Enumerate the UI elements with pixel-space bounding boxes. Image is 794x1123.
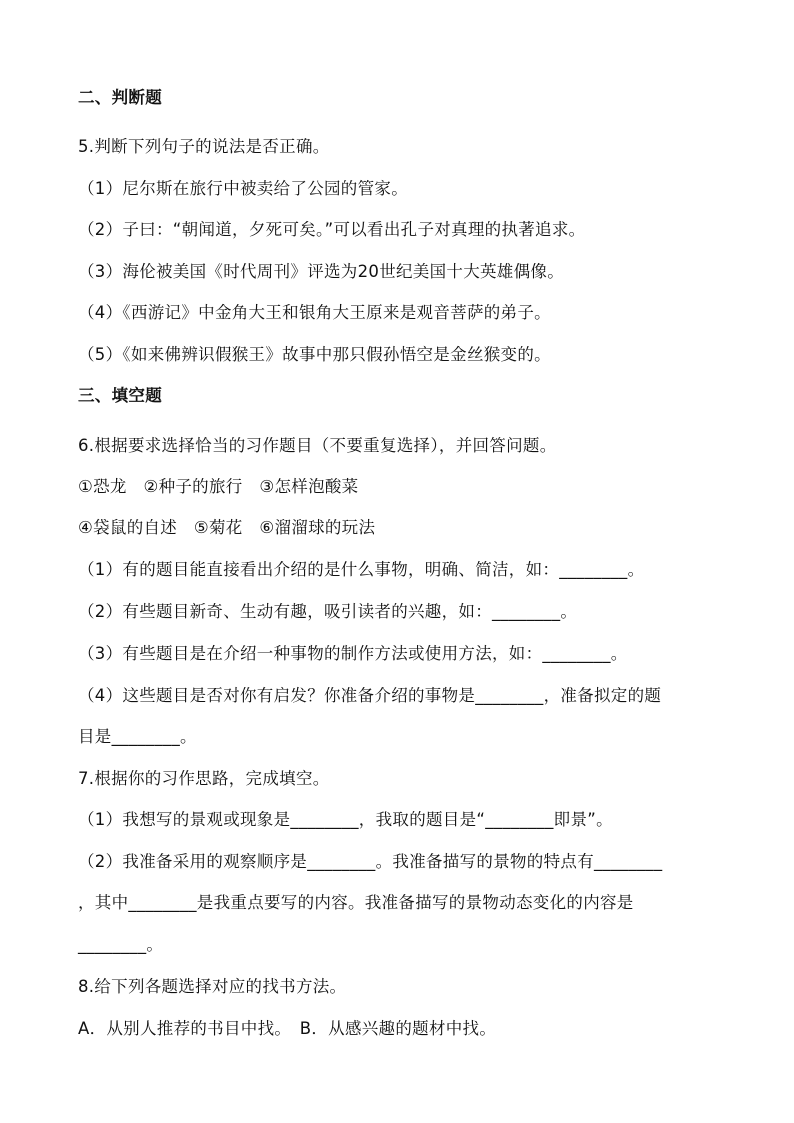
question-5-item-4: （4）《西游记》中金角大王和银角大王原来是观音菩萨的弟子。: [78, 303, 551, 322]
question-6-item-3: （3）有些题目是在介绍一种事物的制作方法或使用方法，如：________。: [78, 644, 628, 663]
question-6-item-4: （4）这些题目是否对你有启发？你准备介绍的事物是________，准备拟定的题: [78, 686, 662, 705]
question-6-prompt: 6.根据要求选择恰当的习作题目（不要重复选择），并回答问题。: [78, 436, 557, 455]
section-heading-fill: 三、填空题: [78, 386, 162, 405]
question-6-item-1: （1）有的题目能直接看出介绍的是什么事物，明确、简洁，如：________。: [78, 560, 645, 579]
question-6-options-row-1: ①恐龙 ②种子的旅行 ③怎样泡酸菜: [78, 477, 359, 496]
question-5-item-3: （3）海伦被美国《时代周刊》评选为20世纪美国十大英雄偶像。: [78, 262, 564, 281]
question-7-item-1: （1）我想写的景观或现象是________，我取的题目是“________即景”。: [78, 810, 613, 829]
question-6-item-4-continued: 目是________。: [78, 727, 197, 746]
question-8-prompt: 8.给下列各题选择对应的找书方法。: [78, 977, 347, 996]
question-7-item-2-end: ________。: [78, 935, 164, 954]
question-5-prompt: 5.判断下列句子的说法是否正确。: [78, 137, 330, 156]
question-7-item-2: （2）我准备采用的观察顺序是________。我准备描写的景物的特点有________: [78, 852, 663, 871]
question-7-prompt: 7.根据你的习作思路，完成填空。: [78, 769, 330, 788]
question-5-item-5: （5）《如来佛辨识假猴王》故事中那只假孙悟空是金丝猴变的。: [78, 345, 551, 364]
section-heading-judge: 二、判断题: [78, 88, 162, 107]
question-8-options: A．从别人推荐的书目中找。 B．从感兴趣的题材中找。: [78, 1019, 497, 1038]
question-5-item-2: （2）子曰：“朝闻道，夕死可矣。”可以看出孔子对真理的执著追求。: [78, 220, 586, 239]
question-6-options-row-2: ④袋鼠的自述 ⑤菊花 ⑥溜溜球的玩法: [78, 518, 376, 537]
question-6-item-2: （2）有些题目新奇、生动有趣，吸引读者的兴趣，如：________。: [78, 602, 578, 621]
question-5-item-1: （1）尼尔斯在旅行中被卖给了公园的管家。: [78, 179, 408, 198]
question-7-item-2-continued: ，其中________是我重点要写的内容。我准备描写的景物动态变化的内容是: [78, 893, 634, 912]
